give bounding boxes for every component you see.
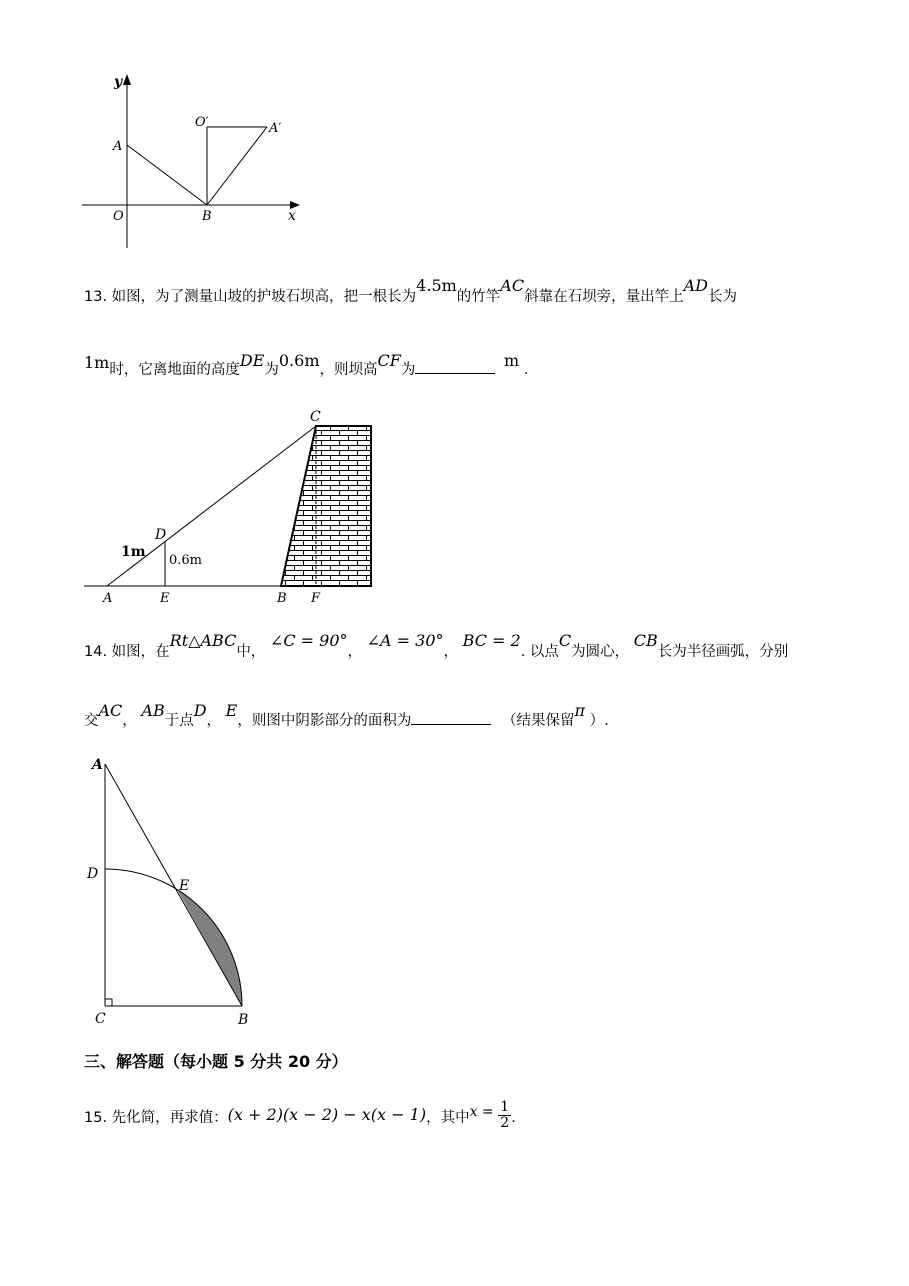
question-number: 15. bbox=[84, 1110, 108, 1126]
q14-text-8: 交 bbox=[84, 713, 99, 729]
math-C: C bbox=[558, 631, 572, 650]
fraction-one-half bbox=[498, 1100, 511, 1131]
q13-text-6: 为 bbox=[264, 362, 279, 378]
label-A: A bbox=[103, 591, 113, 605]
math-E: E bbox=[225, 701, 238, 720]
math-angle-C: ∠C = 90° bbox=[269, 631, 348, 650]
label-0.6m: 0.6m bbox=[169, 553, 203, 568]
q13-text-1: 如图，为了测量山坡的护坡石坝高，把一根长为 bbox=[111, 289, 417, 305]
segment-AB bbox=[127, 145, 207, 205]
label-E: E bbox=[179, 878, 190, 894]
q14-text-14: ）. bbox=[589, 713, 609, 729]
math-AC: AC bbox=[98, 701, 123, 720]
label-A: A bbox=[92, 757, 103, 773]
q14-text-11: ， bbox=[206, 713, 222, 729]
label-y: y bbox=[114, 74, 123, 90]
q14-text-12: ，则图中阴影部分的面积为 bbox=[237, 713, 412, 729]
math-pi: π bbox=[574, 701, 585, 720]
label-B: B bbox=[238, 1012, 249, 1028]
label-D: D bbox=[87, 866, 99, 882]
question-14-line-2 bbox=[84, 701, 609, 733]
math-AD: AD bbox=[683, 276, 708, 295]
label-A-prime: A′ bbox=[269, 121, 282, 136]
math-1m: 1m bbox=[84, 353, 110, 372]
math-CF: CF bbox=[377, 351, 401, 370]
math-BC: BC = 2 bbox=[462, 631, 521, 650]
question-number: 13. bbox=[84, 289, 108, 305]
label-B: B bbox=[277, 591, 287, 605]
answer-blank-13[interactable] bbox=[415, 373, 495, 374]
fraction-numerator: 1 bbox=[500, 1098, 510, 1115]
q14-text-4: ， bbox=[443, 644, 459, 660]
right-angle-mark bbox=[105, 999, 112, 1006]
label-C: C bbox=[95, 1011, 106, 1027]
math-4.5m: 4.5m bbox=[416, 276, 457, 295]
pole-AC bbox=[107, 426, 316, 586]
q14-text-13: （结果保留 bbox=[501, 713, 575, 729]
question-13-line-2 bbox=[84, 351, 529, 382]
question-15 bbox=[84, 1098, 516, 1132]
label-E: E bbox=[160, 591, 170, 605]
math-AC: AC bbox=[500, 276, 525, 295]
question-13-line-1 bbox=[84, 276, 737, 309]
label-O-prime: O′ bbox=[195, 115, 209, 130]
question-number: 14. bbox=[84, 644, 108, 660]
math-angle-A: ∠A = 30° bbox=[366, 631, 444, 650]
q13-text-7: ，则坝高 bbox=[319, 362, 378, 378]
q13-text-3: 斜靠在石坝旁，量出竿上 bbox=[524, 289, 684, 305]
math-expression: (x + 2)(x − 2) − x(x − 1) bbox=[227, 1105, 427, 1124]
label-1m: 1m bbox=[121, 544, 146, 560]
q13-end: . bbox=[523, 362, 529, 378]
q14-text-1: 如图，在 bbox=[111, 644, 170, 660]
segment-BA-prime bbox=[207, 127, 267, 205]
label-O: O bbox=[113, 209, 124, 224]
label-C: C bbox=[310, 409, 321, 425]
q14-text-6: 为圆心， bbox=[571, 644, 630, 660]
math-CB: CB bbox=[633, 631, 658, 650]
q13-text-5: 时，它离地面的高度 bbox=[109, 362, 240, 378]
math-AB: AB bbox=[141, 701, 165, 720]
label-B: B bbox=[202, 209, 212, 224]
q15-text-2: ，其中 bbox=[426, 1110, 470, 1126]
q13-text-4: 长为 bbox=[707, 289, 737, 305]
q14-text-10: 于点 bbox=[164, 713, 194, 729]
triangle-arc-figure bbox=[80, 750, 270, 1035]
unit-m: m bbox=[503, 351, 520, 370]
coordinate-figure bbox=[78, 68, 318, 258]
math-rt-triangle: Rt△ABC bbox=[169, 631, 237, 650]
math-DE: DE bbox=[239, 351, 265, 370]
q14-text-5: . 以点 bbox=[520, 644, 559, 660]
dam-figure bbox=[78, 405, 378, 605]
fraction-denominator: 2 bbox=[500, 1114, 510, 1131]
q13-text-8: 为 bbox=[400, 362, 416, 378]
label-D: D bbox=[155, 527, 167, 543]
section-heading: 三、解答题（每小题 5 分共 20 分） bbox=[84, 1052, 348, 1071]
q13-text-2: 的竹竿 bbox=[456, 289, 501, 305]
q14-text-7: 长为半径画弧，分别 bbox=[657, 644, 789, 660]
brick-wall bbox=[278, 425, 373, 590]
label-x: x bbox=[288, 208, 296, 224]
label-F: F bbox=[311, 591, 321, 605]
math-D: D bbox=[193, 701, 207, 720]
y-axis-arrow bbox=[123, 74, 131, 85]
q14-text-3: ， bbox=[347, 644, 363, 660]
math-0.6m: 0.6m bbox=[278, 351, 320, 370]
math-x-equals: x = bbox=[469, 1104, 494, 1120]
q15-text-1: 先化简，再求值： bbox=[111, 1110, 228, 1126]
label-A: A bbox=[113, 139, 123, 154]
side-AB bbox=[105, 764, 242, 1006]
q14-text-2: 中， bbox=[236, 644, 266, 660]
question-14-line-1 bbox=[84, 631, 789, 664]
q15-end: . bbox=[511, 1110, 516, 1126]
answer-blank-14[interactable] bbox=[411, 724, 491, 725]
q14-text-9: ， bbox=[122, 713, 137, 729]
